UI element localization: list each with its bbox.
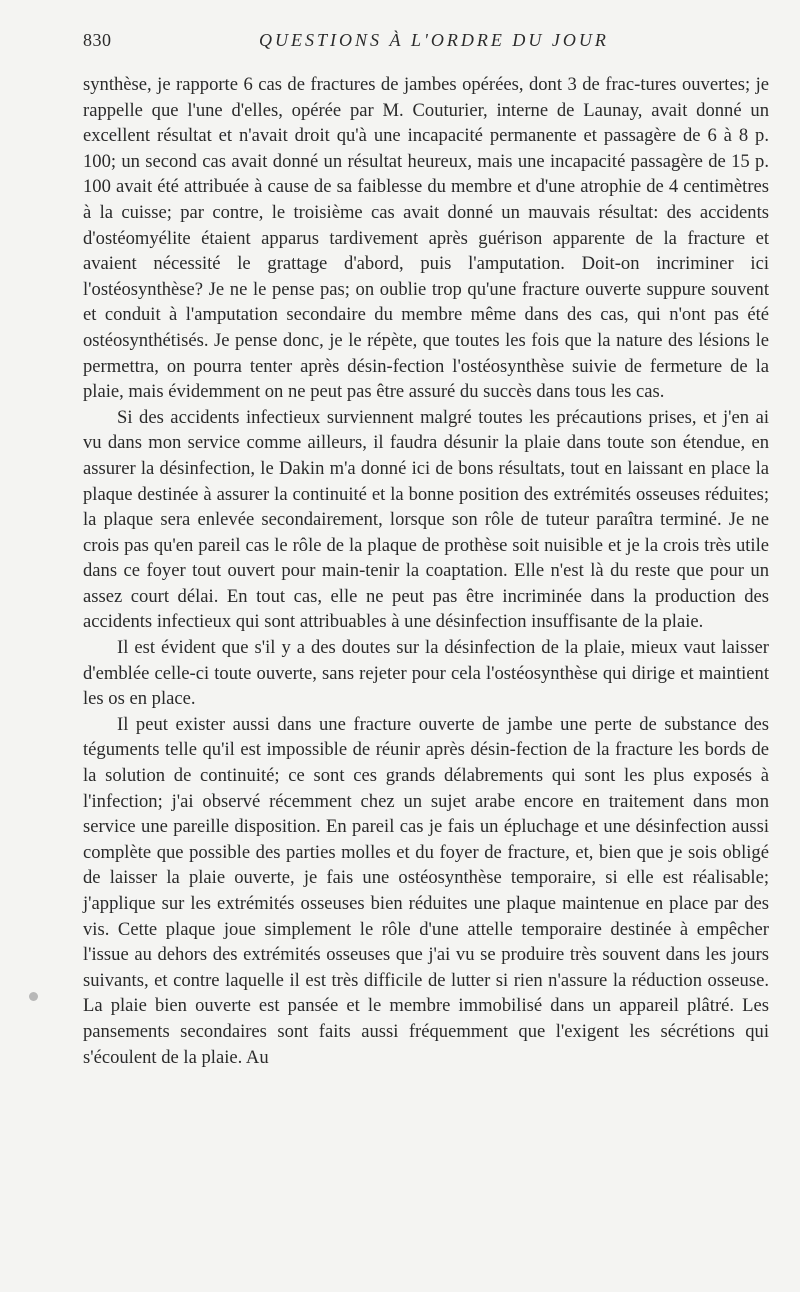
running-title: QUESTIONS À L'ORDRE DU JOUR (259, 30, 609, 50)
paragraph-infectious-accidents: Si des accidents infectieux surviennent malgré toutes les précautions prises, et j'en ai vu dans mon service comme ailleurs, il faudra désunir la plaie dans toute son étendue, en assurer la désinfection, le Dakin m'a donné ici de bons résultats, tout en laissant en place la plaque destinée à assurer la continuité et la bonne position des extrémités osseuses réduites; la plaque sera enlevée secondairement, lorsque son rôle de tuteur paraîtra terminé. Je ne crois pas qu'en pareil cas le rôle de la plaque de prothèse soit nuisible et je la crois très utile dans ce foyer tout ouvert pour main-tenir la coaptation. Elle n'est là du reste que pour un assez court délai. En tout cas, elle ne peut pas être incriminée dans la production des accidents infectieux qui sont attribuables à une désinfection insuffisante de la plaie. (83, 406, 769, 633)
page-header (83, 30, 769, 56)
paragraph-disinfection-doubts: Il est évident que s'il y a des doutes sur la désinfection de la plaie, mieux vaut laisser d'emblée celle-ci toute ouverte, sans rejeter pour cela l'ostéosynthèse qui dirige et maintient les os en place. (83, 637, 769, 710)
body-text (83, 72, 769, 1070)
paragraph-tissue-loss: Il peut exister aussi dans une fracture ouverte de jambe une perte de substance des téguments telle qu'il est impossible de réunir après désin-fection de la fracture les bords de la solution de continuité; ce sont ces grands délabrements qui sont les plus exposés à l'infection; j'ai observé récemment chez un sujet arabe encore en traitement dans mon service une pareille disposition. En pareil cas je fais un épluchage et une désinfection aussi complète que possible des parties molles et du foyer de fracture, et, bien que je sois obligé de laisser la plaie ouverte, je fais une ostéosynthèse temporaire, si elle est réalisable; j'applique sur les extrémités osseuses bien réduites une plaque maintenue en place par des vis. Cette plaque joue simplement le rôle d'une attelle temporaire destinée à empêcher l'issue au dehors des extrémités osseuses que j'ai vu se produire très souvent dans les jours suivants, et contre laquelle il est très difficile de lutter si rien n'assure la réduction osseuse. La plaie bien ouverte est pansée et le membre immobilisé dans un appareil plâtré. Les pansements secondaires sont faits aussi fréquemment que l'exigent les sécrétions qui s'écoulent de la plaie. Au (83, 713, 769, 1068)
page-number: 830 (83, 30, 112, 50)
margin-spot (29, 992, 38, 1001)
paragraph-continuation: synthèse, je rapporte 6 cas de fractures de jambes opérées, dont 3 de frac-tures ouvertes; je rappelle que l'une d'elles, opérée par M. Couturier, interne de Launay, avait donné un excellent résultat et n'avait droit qu'à une incapacité permanente et passagère de 6 à 8 p. 100; un second cas avait donné un résultat heureux, mais une incapacité passagère de 15 p. 100 avait été attribuée à cause de sa faiblesse du membre et d'une atrophie de 4 centimètres à la cuisse; par contre, le troisième cas avait donné un mauvais résultat: des accidents d'ostéomyélite étaient apparus tardivement après guérison apparente de la fracture et avaient nécessité le grattage d'abord, puis l'amputation. Doit-on incriminer ici l'ostéosynthèse? Je ne le pense pas; on oublie trop qu'une fracture ouverte suppure souvent et conduit à l'amputation secondaire du membre même dans des cas, qui n'ont pas été ostéosynthétisés. Je pense donc, je le répète, que toutes les fois que la nature des lésions le permettra, on pourra tenter après désin-fection l'ostéosynthèse suivie de fermeture de la plaie, mais évidemment on ne peut pas être assuré du succès dans tous les cas. (83, 74, 769, 403)
